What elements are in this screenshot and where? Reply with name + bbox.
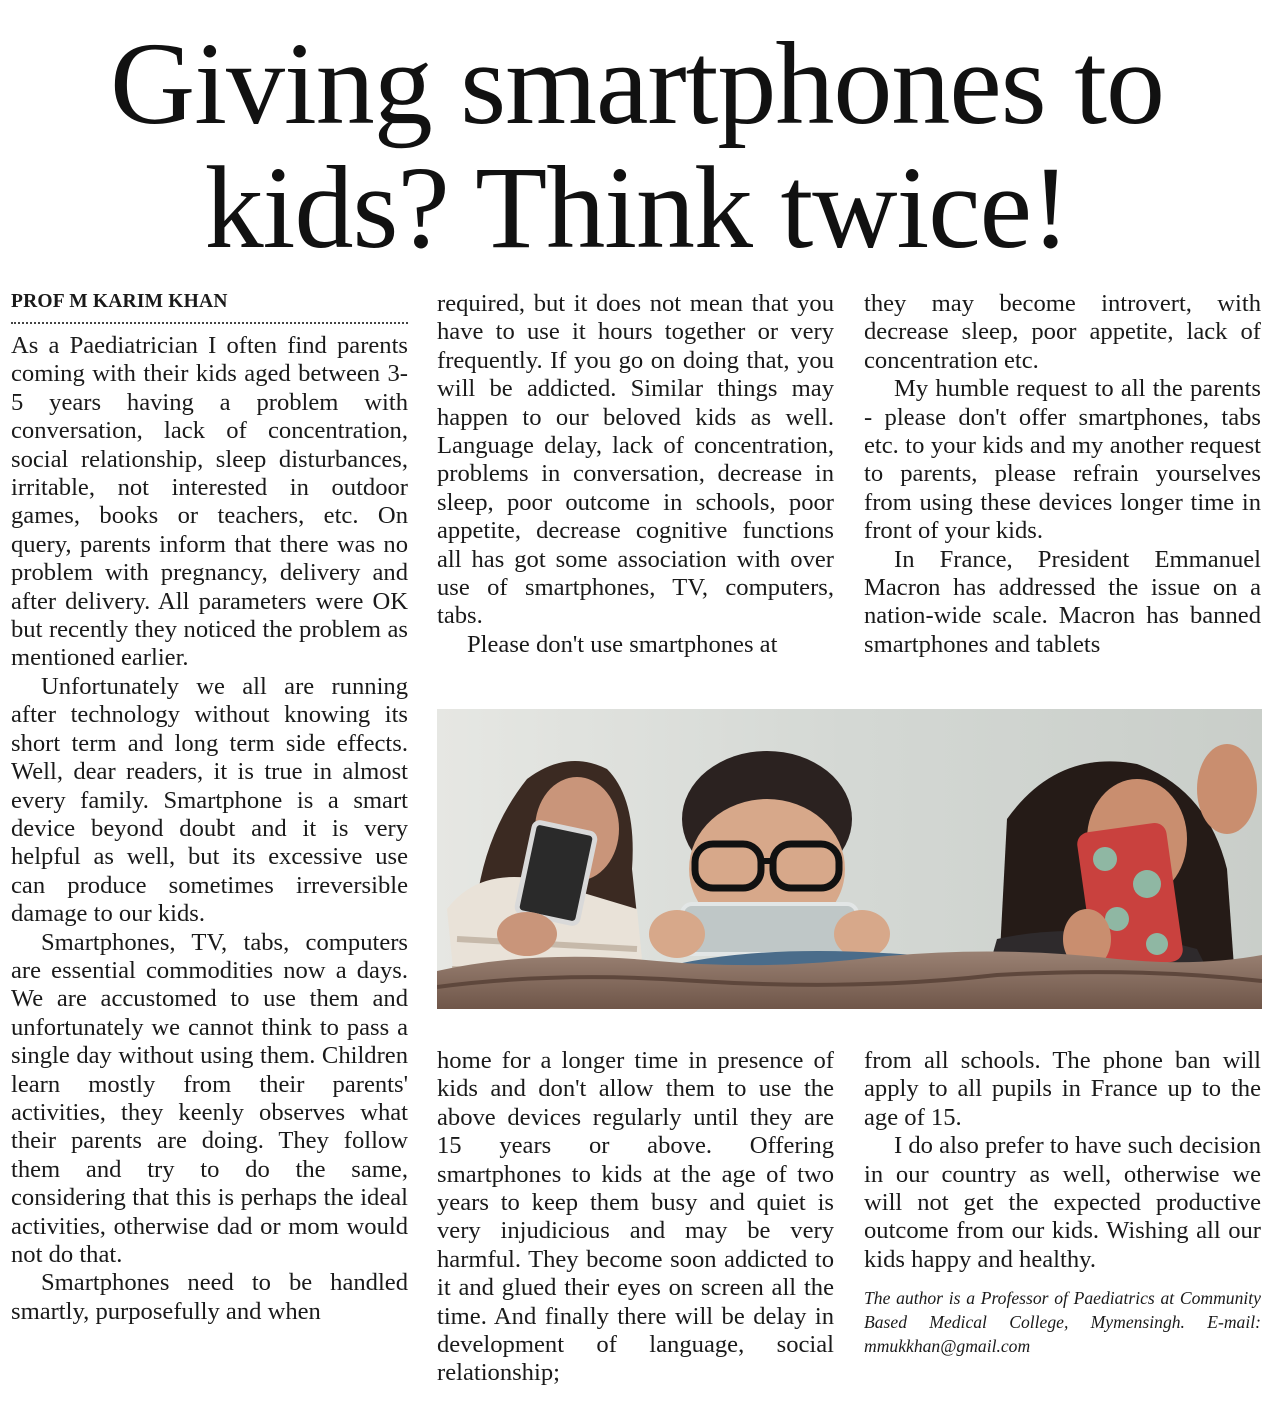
paragraph: In France, President Emmanuel Macron has addressed the issue on a nation-wide scale. Macron has banned smartphones and tablets bbox=[864, 545, 1261, 658]
paragraph: home for a longer time in presence of kids and don't allow them to use the above devices regularly until they are 15 years or above. Offering smartphones to kids at the age of two years to keep them busy and quiet is very injudicious and may be very harmful. They become soon addicted to it and glued their eyes on screen all the time. And finally there will be delay in development of language, social relationship; bbox=[437, 1047, 834, 1387]
article-column-3-top bbox=[864, 290, 1261, 659]
paragraph: Please don't use smartphones at bbox=[467, 630, 778, 658]
headline-line-2: kids? Think twice! bbox=[204, 142, 1070, 273]
article-column-2-top bbox=[437, 290, 834, 659]
paragraph: Unfortunately we all are running after technology without knowing its short term and long term side effects. Well, dear readers, it is true in almost every family. Smartphone is a smart device beyond doubt and it is very helpful as well, but its excessive use can produce sometimes irreversible damage to our kids. bbox=[11, 672, 408, 928]
paragraph: from all schools. The phone ban will apply to all pupils in France up to the age of 15. bbox=[864, 1047, 1261, 1131]
paragraph: My humble request to all the parents - please don't offer smartphones, tabs etc. to your kids and my another request to parents, please refrain yourselves from using these devices longer time in front of your kids. bbox=[864, 375, 1261, 545]
paragraph: required, but it does not mean that you have to use it hours together or very frequently. If you go on doing that, you will be addicted. Similar things may happen to our beloved kids as well. Language delay, lack of concentration, problems in conversation, decrease in sleep, poor outcome in schools, poor appetite, decrease cognitive functions all has got some association with over use of smartphones, TV, computers, tabs. bbox=[437, 290, 834, 630]
paragraph: As a Paediatrician I often find parents coming with their kids aged between 3-5 years having a problem with conversation, lack of concentration, social relationship, sleep disturbances, irritable, not interested in outdoor games, books or teachers, etc. On query, parents inform that there was no problem with pregnancy, delivery and after delivery. All parameters were OK but recently they noticed the problem as mentioned earlier. bbox=[11, 332, 408, 672]
article-column-1 bbox=[11, 290, 408, 1326]
paragraph: I do also prefer to have such decision in our country as well, otherwise we will not get the expected productive outcome from our kids. Wishing all our kids happy and healthy. bbox=[864, 1132, 1261, 1273]
photo-three-kids-using-smartphones-icon bbox=[437, 709, 1262, 1009]
byline: PROF M KARIM KHAN bbox=[11, 290, 408, 324]
article-column-3-bottom bbox=[864, 1047, 1261, 1358]
headline-line-1: Giving smartphones to bbox=[109, 18, 1165, 149]
article-column-2-bottom bbox=[437, 1047, 834, 1388]
paragraph: Smartphones need to be handled smartly, purposefully and when bbox=[11, 1269, 408, 1325]
author-credit: The author is a Professor of Paediatrics at Community Based Medical College, Mymensingh. E-mail: mmukkhan@gmail.com bbox=[864, 1288, 1261, 1357]
paragraph: Smartphones, TV, tabs, computers are essential commodities now a days. We are accustomed to use them and unfortunately we cannot think to pass a single day without using them. Children learn mostly from their parents' activities, they keenly observes what their parents are doing. They follow them and try to do the same, considering that this is perhaps the ideal activities, otherwise dad or mom would not do that. bbox=[11, 928, 408, 1268]
paragraph: they may become introvert, with decrease sleep, poor appetite, lack of concentration etc. bbox=[864, 290, 1261, 374]
headline bbox=[0, 18, 1274, 273]
article-photo bbox=[437, 709, 1262, 1009]
